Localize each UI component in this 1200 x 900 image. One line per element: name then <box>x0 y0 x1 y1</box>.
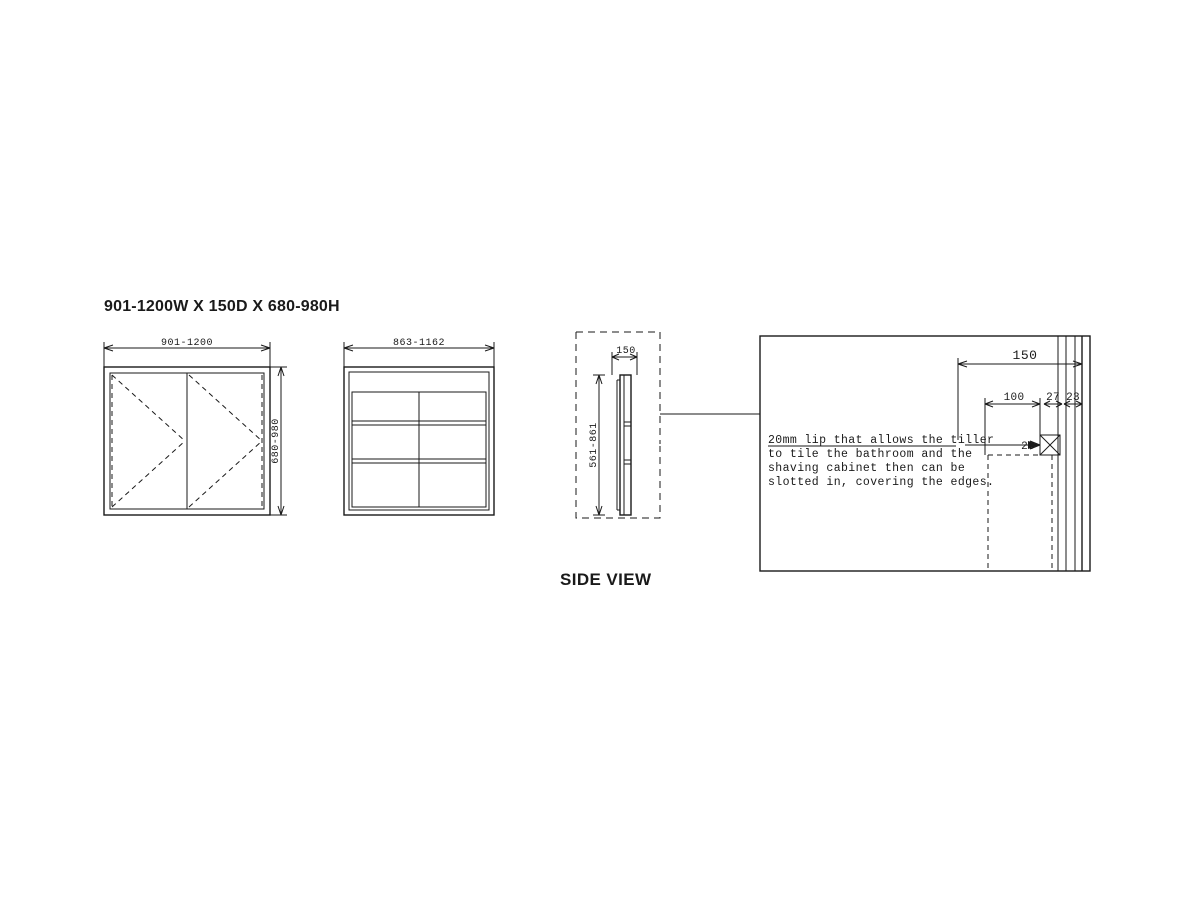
side-view-label: SIDE VIEW <box>560 570 652 589</box>
detail-dim-20: 20 <box>1021 441 1035 453</box>
front-view-group <box>104 338 287 515</box>
side-height-dim: 561-861 <box>589 422 600 468</box>
front-height-dim: 680-980 <box>271 418 282 464</box>
page-title: 901-1200W X 150D X 680-980H <box>104 298 340 315</box>
detail-note-line-2: to tile the bathroom and the <box>768 448 973 461</box>
side-section-group <box>576 332 760 518</box>
detail-view-group <box>760 336 1090 571</box>
detail-note-line-1: 20mm lip that allows the tiller <box>768 434 995 447</box>
detail-dim-27: 27 <box>1046 392 1060 404</box>
detail-dim-150: 150 <box>1012 348 1038 363</box>
detail-note-line-4: slotted in, covering the edges. <box>768 476 995 489</box>
side-depth-dim: 150 <box>616 346 636 357</box>
detail-dim-100: 100 <box>1003 392 1025 404</box>
detail-dim-23: 23 <box>1066 392 1080 404</box>
detail-note-line-3: shaving cabinet then can be <box>768 462 966 475</box>
carcass-width-dim: 863-1162 <box>392 338 446 349</box>
carcass-view-group <box>344 338 494 515</box>
front-width-dim: 901-1200 <box>160 338 214 349</box>
